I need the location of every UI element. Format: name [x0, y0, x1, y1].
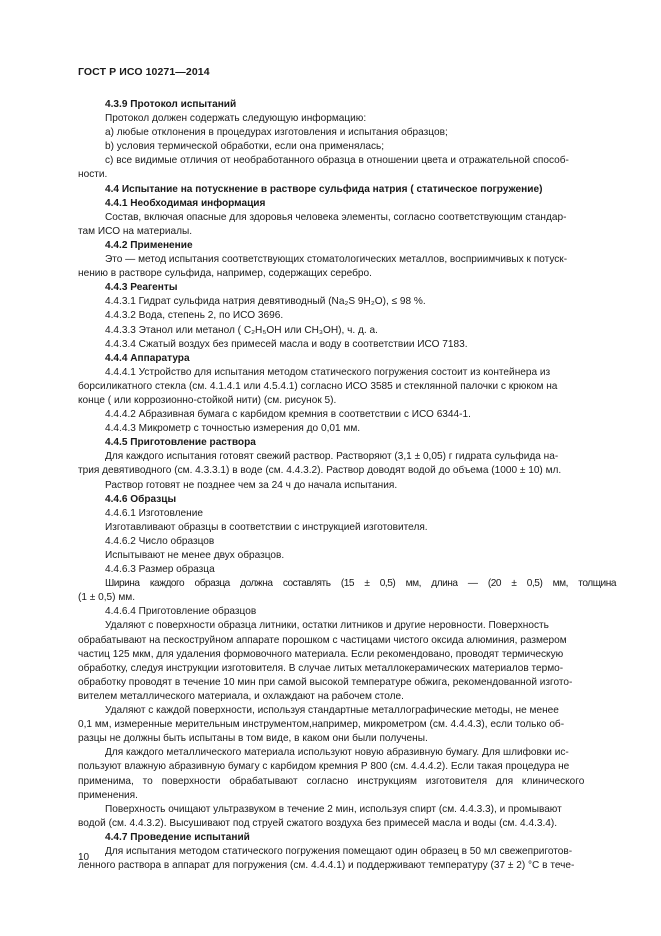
list-item: c) все видимые отличия от необработанного образца в отношении цвета и отражательной способ-: [105, 155, 569, 167]
section-heading: 4.4.3 Реагенты: [105, 282, 178, 294]
subsection-heading: 4.4.6.2 Число образцов: [105, 535, 215, 547]
body-line: Раствор готовят не позднее чем за 24 ч до начала испытания.: [105, 479, 398, 491]
body-line: 4.4.4.2 Абразивная бумага с карбидом кремния в соответствии с ИСО 6344-1.: [105, 409, 471, 421]
body-line: Удаляют с каждой поверхности, используя стандартные металлографические методы, не менее: [105, 705, 559, 717]
body-line: водой (см. 4.4.3.2). Высушивают под струей сжатого воздуха без примесей масла и воды (см. 4.4.3.4).: [78, 817, 558, 829]
section-heading: 4.3.9 Протокол испытаний: [105, 99, 237, 110]
body-line: Испытывают не менее двух образцов.: [105, 550, 285, 561]
body-line: обрабатывают на пескоструйном аппарате порошком с частицами чистого оксида алюминия, размером: [78, 634, 567, 646]
section-heading: 4.4.1 Необходимая информация: [105, 197, 266, 209]
body-line: пользуют влажную абразивную бумагу с карбидом кремния Р 800 (см. 4.4.4.2). Если такая процедура не: [78, 761, 570, 773]
section-heading: 4.4.6 Образцы: [105, 493, 177, 505]
body-line: Поверхность очищают ультразвуком в течение 2 мин, используя спирт (см. 4.4.3.3), и промывают: [105, 803, 562, 815]
section-heading: 4.4.4 Аппаратура: [105, 352, 190, 364]
body-line: применима, то поверхности обрабатывают согласно инструкциям изготовителя для клинического: [78, 775, 585, 787]
page-number: 10: [78, 852, 90, 863]
body-line: 4.4.3.1 Гидрат сульфида натрия девятиводный (Na₂S 9H₂O), ≤ 98 %.: [105, 296, 426, 308]
body-line: применения.: [78, 789, 138, 801]
body-line: частиц 125 мкм, для удаления формовочного материала. Если рекомендовано, проводят термическую: [78, 648, 564, 660]
document-header: ГОСТ Р ИСО 10271—2014: [78, 66, 210, 78]
subsection-heading: 4.4.6.3 Размер образца: [105, 564, 215, 576]
body-line: Для каждого испытания готовят свежий раствор. Растворяют (3,1 ± 0,05) г гидрата сульфида на-: [105, 451, 559, 463]
list-item: a) любые отклонения в процедурах изготовления и испытания образцов;: [105, 127, 448, 139]
body-line: разцы не должны быть испытаны в том виде, в каком они были получены.: [78, 733, 428, 745]
body-line: Для каждого металлического материала используют новую абразивную бумагу. Для шлифовки ис-: [105, 747, 569, 759]
body-line: Протокол должен содержать следующую информацию:: [105, 113, 367, 125]
section-heading: 4.4.7 Проведение испытаний: [105, 831, 250, 843]
section-heading: 4.4.5 Приготовление раствора: [105, 437, 256, 449]
body-line: Изготавливают образцы в соответствии с инструкцией изготовителя.: [105, 521, 428, 533]
body-line: 4.4.4.3 Микрометр с точностью измерения до 0,01 мм.: [105, 423, 361, 435]
body-line: нению в растворе сульфида, например, содержащих серебро.: [78, 268, 372, 280]
body-line: ленного раствора в аппарат для погружения (см. 4.4.4.1) и поддерживают температуру (37 ± 2) °С в тече-: [78, 860, 575, 872]
section-heading: 4.4.2 Применение: [105, 239, 193, 251]
subsection-heading: 4.4.6.1 Изготовление: [105, 507, 203, 519]
body-line: Это — метод испытания соответствующих стоматологических металлов, восприимчивых к потуск-: [105, 254, 568, 266]
body-line: вителем металлического материала, и охлаждают на рабочем столе.: [78, 690, 404, 702]
body-line: борсиликатного стекла (см. 4.1.4.1 или 4.5.4.1) согласно ИСО 3585 и стеклянной палочки с крюком на: [78, 380, 558, 392]
document-body: [78, 98, 616, 873]
list-item: b) условия термической обработки, если она применялась;: [105, 141, 385, 153]
subsection-heading: 4.4.6.4 Приготовление образцов: [105, 606, 257, 618]
body-line: Ширина каждого образца должна составлять (15 ± 0,5) мм, длина — (20 ± 0,5) мм, толщина: [105, 578, 616, 590]
body-line: обработку, следуя инструкции изготовителя. В случае литых металлокерамических материалов термо-: [78, 662, 564, 674]
body-line: (1 ± 0,5) мм.: [78, 592, 136, 604]
body-line: 4.4.3.2 Вода, степень 2, по ИСО 3696.: [105, 310, 284, 322]
body-line: там ИСО на материалы.: [78, 225, 193, 237]
body-line: обработку проводят в течение 10 мин при самой высокой температуре обжига, рекомендованной изгото-: [78, 676, 573, 688]
body-line: Удаляют с поверхности образца литники, остатки литников и другие неровности. Поверхность: [105, 620, 549, 632]
body-line: ности.: [78, 169, 108, 181]
section-heading: 4.4 Испытание на потускнение в растворе сульфида натрия ( статическое погружение): [105, 183, 543, 195]
body-line: 4.4.3.3 Этанол или метанол ( C₂H₅OH или CH₃OH), ч. д. а.: [105, 324, 378, 336]
body-line: конце ( или коррозионно-стойкой нити) (см. рисунок 5).: [78, 394, 337, 406]
body-line: 0,1 мм, измеренные мерительным инструментом,например, микрометром (см. 4.4.4.3), если только об-: [78, 719, 565, 731]
body-line: 4.4.3.4 Сжатый воздух без примесей масла и воду в соответствии ИСО 7183.: [105, 338, 468, 350]
body-line: Состав, включая опасные для здоровья человека элементы, согласно соответствующим стандар-: [105, 211, 567, 223]
body-line: трия девятиводного (см. 4.3.3.1) в воде (см. 4.4.3.2). Раствор доводят водой до объема (1000 ± 10) мл.: [78, 465, 562, 477]
body-line: Для испытания методом статического погружения помещают один образец в 50 мл свежеприготов-: [105, 845, 573, 857]
body-line: 4.4.4.1 Устройство для испытания методом статического погружения состоит из контейнера из: [105, 366, 551, 378]
